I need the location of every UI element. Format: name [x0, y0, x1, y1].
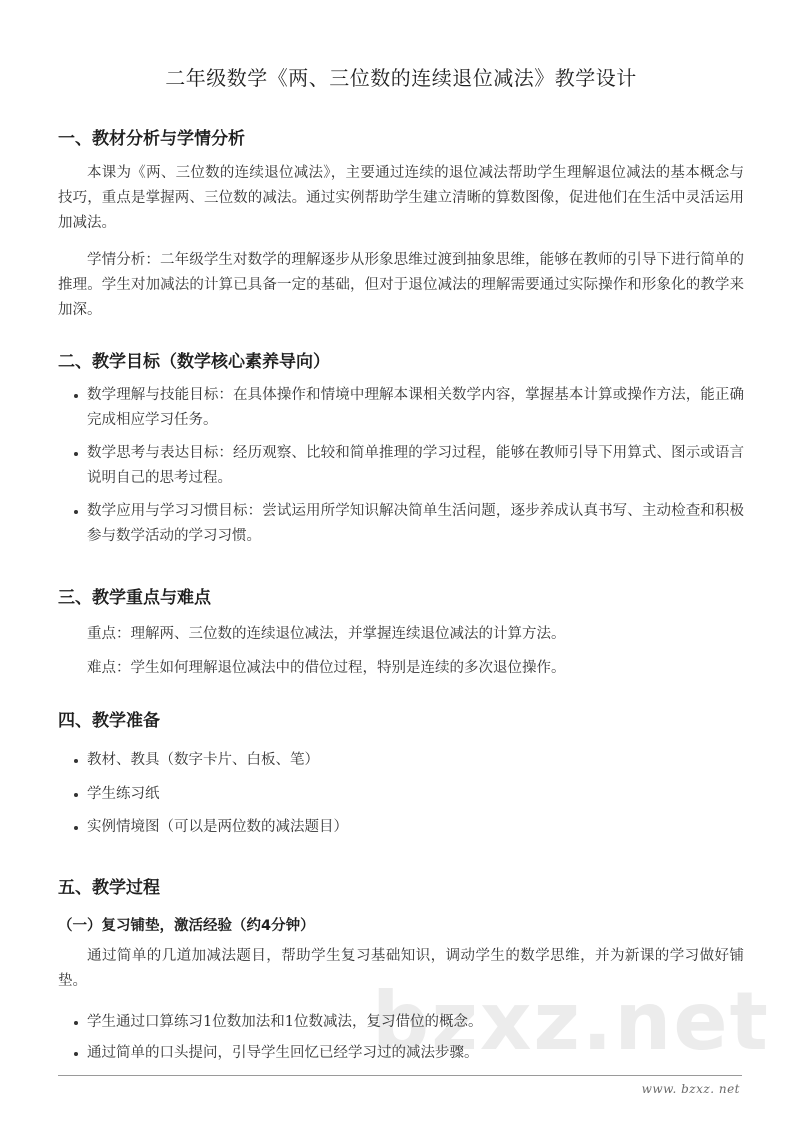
bullet-icon: [74, 1052, 78, 1056]
bullet-icon: [74, 452, 78, 456]
paragraph-review: 通过简单的几道加减法题目，帮助学生复习基础知识，调动学生的数学思维，并为新课的学习做好铺垫。: [58, 948, 744, 989]
list-item-text: 数学应用与学习习惯目标：尝试运用所学知识解决简单生活问题，逐步养成认真书写、主动检查和积极参与数学活动的学习习惯。: [87, 503, 744, 544]
list-item-text: 数学理解与技能目标：在具体操作和情境中理解本课相关数学内容，掌握基本计算或操作方法，能正确完成相应学习任务。: [87, 387, 744, 428]
bullet-icon: [74, 510, 78, 514]
list-item-text: 学生练习纸: [87, 786, 160, 802]
list-item-text: 教材、教具（数字卡片、白板、笔）: [87, 752, 319, 768]
paragraph-learner-analysis: 学情分析：二年级学生对数学的理解逐步从形象思维过渡到抽象思维，能够在教师的引导下进行简单的推理。学生对加减法的计算已具备一定的基础，但对于退位减法的理解需要通过实际操作和形象化的教学来加深。: [58, 252, 744, 318]
footer-url: www. bzxz. net: [641, 1082, 740, 1096]
subsection-heading-review: （一）复习铺垫，激活经验（约4分钟）: [58, 918, 315, 934]
list-item-text: 学生通过口算练习1位数加法和1位数减法，复习借位的概念。: [87, 1014, 483, 1030]
bullet-icon: [74, 826, 78, 830]
section-heading-objectives: 二、教学目标（数学核心素养导向）: [58, 352, 330, 372]
paragraph-course-intro: 本课为《两、三位数的连续退位减法》，主要通过连续的退位减法帮助学生理解退位减法的基本概念与技巧，重点是掌握两、三位数的减法。通过实例帮助学生建立清晰的算数图像，促进他们在生活中灵活运用加减法。: [58, 165, 744, 231]
section-heading-process: 五、教学过程: [58, 878, 160, 898]
paragraph-key-point: 重点：理解两、三位数的连续退位减法，并掌握连续退位减法的计算方法。: [87, 626, 566, 642]
footer-divider: [58, 1075, 742, 1076]
section-heading-preparation: 四、教学准备: [58, 711, 160, 731]
list-item-text: 数学思考与表达目标：经历观察、比较和简单推理的学习过程，能够在教师引导下用算式、图示或语言说明自己的思考过程。: [87, 445, 744, 486]
list-item-objective-2: [58, 441, 744, 491]
section-heading-analysis: 一、教材分析与学情分析: [58, 129, 245, 149]
list-item-objective-1: [58, 383, 744, 433]
section-heading-key-points: 三、教学重点与难点: [58, 588, 211, 608]
paragraph-difficulty: 难点：学生如何理解退位减法中的借位过程，特别是连续的多次退位操作。: [87, 660, 566, 676]
bullet-icon: [74, 793, 78, 797]
list-item-prep-2: [58, 782, 744, 807]
list-item-review-1: [58, 1010, 744, 1035]
document-title: 二年级数学《两、三位数的连续退位减法》教学设计: [165, 66, 637, 90]
list-item-prep-3: [58, 815, 744, 840]
watermark: bzxz.net: [372, 975, 770, 1068]
list-item-objective-3: [58, 499, 744, 549]
list-item-text: 实例情境图（可以是两位数的减法题目）: [87, 819, 348, 835]
bullet-icon: [74, 394, 78, 398]
list-item-text: 通过简单的口头提问，引导学生回忆已经学习过的减法步骤。: [87, 1045, 479, 1061]
list-item-review-2: [58, 1041, 744, 1066]
bullet-icon: [74, 1021, 78, 1025]
list-item-prep-1: [58, 748, 744, 773]
bullet-icon: [74, 759, 78, 763]
